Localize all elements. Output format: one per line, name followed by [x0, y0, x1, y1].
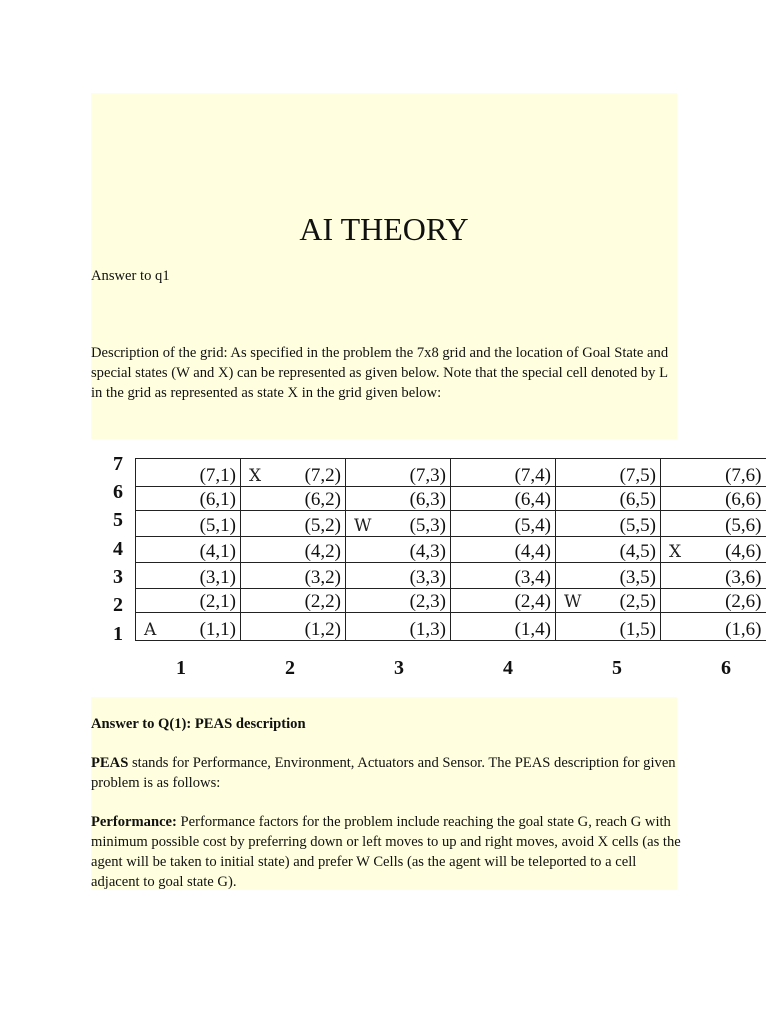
grid-cell — [451, 589, 556, 613]
column-label: 1 — [176, 657, 186, 679]
grid-row — [136, 487, 766, 511]
row-label: 3 — [113, 566, 123, 588]
peas-definition — [91, 753, 681, 793]
cell-coordinate: (7,6) — [725, 465, 762, 486]
cell-coordinate: (1,5) — [619, 619, 656, 640]
performance-paragraph — [91, 812, 681, 892]
cell-coordinate: (2,2) — [304, 591, 341, 612]
grid-cell — [136, 511, 241, 537]
cell-marker: W — [564, 592, 582, 612]
grid-cell — [661, 459, 766, 487]
cell-coordinate: (3,1) — [199, 567, 236, 588]
grid-cell — [556, 537, 661, 563]
cell-coordinate: (4,6) — [725, 541, 762, 562]
grid-cell — [451, 511, 556, 537]
grid-row — [136, 613, 766, 641]
grid-cell — [346, 589, 451, 613]
grid-cell — [556, 613, 661, 641]
page-title: AI THEORY — [299, 211, 469, 247]
cell-coordinate: (2,6) — [725, 591, 762, 612]
column-label: 4 — [503, 657, 513, 679]
grid-cell — [241, 537, 346, 563]
grid-cell — [346, 537, 451, 563]
grid-cell — [136, 589, 241, 613]
grid-cell — [136, 537, 241, 563]
cell-coordinate: (6,1) — [199, 489, 236, 510]
cell-coordinate: (6,5) — [619, 489, 656, 510]
cell-coordinate: (3,6) — [725, 567, 762, 588]
grid-cell — [556, 563, 661, 589]
cell-coordinate: (3,2) — [304, 567, 341, 588]
cell-coordinate: (7,1) — [199, 465, 236, 486]
answer-q1-label: Answer to q1 — [91, 268, 170, 284]
cell-coordinate: (2,3) — [409, 591, 446, 612]
peas-heading: Answer to Q(1): PEAS description — [91, 716, 306, 732]
grid-cell — [661, 613, 766, 641]
grid-table — [135, 458, 766, 641]
grid-row — [136, 563, 766, 589]
grid-description: Description of the grid: As specified in the problem the 7x8 grid and the location of Goal State and special states (W and X) can be represented as given below. Note that the special cell denoted by L in the grid as represented as state X in the grid given below: — [91, 345, 669, 401]
grid-cell — [556, 487, 661, 511]
grid-row — [136, 589, 766, 613]
column-label: 5 — [612, 657, 622, 679]
cell-coordinate: (7,2) — [304, 465, 341, 486]
peas-term: PEAS — [91, 755, 129, 771]
grid-row — [136, 511, 766, 537]
cell-coordinate: (3,3) — [409, 567, 446, 588]
cell-coordinate: (4,1) — [199, 541, 236, 562]
cell-coordinate: (3,5) — [619, 567, 656, 588]
cell-coordinate: (4,3) — [409, 541, 446, 562]
cell-coordinate: (6,2) — [304, 489, 341, 510]
grid-cell — [451, 537, 556, 563]
performance-term: Performance: — [91, 814, 177, 830]
grid-cell — [346, 511, 451, 537]
cell-coordinate: (2,4) — [514, 591, 551, 612]
cell-coordinate: (5,5) — [619, 515, 656, 536]
row-label: 6 — [113, 481, 123, 503]
grid-cell — [241, 487, 346, 511]
column-label: 6 — [721, 657, 731, 679]
row-label: 1 — [113, 623, 123, 645]
row-label: 5 — [113, 509, 123, 531]
cell-coordinate: (1,1) — [199, 619, 236, 640]
grid-row — [136, 537, 766, 563]
cell-marker: X — [249, 466, 262, 486]
row-label: 2 — [113, 594, 123, 616]
grid-cell — [346, 459, 451, 487]
grid-cell — [556, 589, 661, 613]
grid-cell — [661, 537, 766, 563]
cell-coordinate: (7,3) — [409, 465, 446, 486]
column-label: 2 — [285, 657, 295, 679]
cell-coordinate: (4,2) — [304, 541, 341, 562]
grid-cell — [241, 459, 346, 487]
grid-cell — [136, 613, 241, 641]
cell-coordinate: (2,5) — [619, 591, 656, 612]
row-label: 4 — [113, 538, 123, 560]
cell-coordinate: (5,2) — [304, 515, 341, 536]
cell-coordinate: (5,3) — [409, 515, 446, 536]
grid-cell — [346, 563, 451, 589]
cell-coordinate: (5,1) — [199, 515, 236, 536]
grid-cell — [346, 613, 451, 641]
cell-coordinate: (5,6) — [725, 515, 762, 536]
grid-cell — [136, 487, 241, 511]
cell-marker: X — [669, 542, 682, 562]
cell-coordinate: (1,6) — [725, 619, 762, 640]
grid-cell — [556, 459, 661, 487]
cell-coordinate: (5,4) — [514, 515, 551, 536]
grid-row — [136, 459, 766, 487]
grid-cell — [661, 511, 766, 537]
grid-cell — [136, 563, 241, 589]
cell-coordinate: (6,3) — [409, 489, 446, 510]
cell-coordinate: (6,6) — [725, 489, 762, 510]
cell-coordinate: (7,5) — [619, 465, 656, 486]
column-label: 3 — [394, 657, 404, 679]
grid-cell — [661, 487, 766, 511]
cell-coordinate: (1,4) — [514, 619, 551, 640]
cell-marker: W — [354, 516, 372, 536]
cell-coordinate: (2,1) — [199, 591, 236, 612]
cell-coordinate: (1,2) — [304, 619, 341, 640]
grid-cell — [451, 459, 556, 487]
performance-text: Performance factors for the problem include reaching the goal state G, reach G with minimum possible cost by preferring down or left moves to up and right moves, avoid X cells (as the agent will be taken to initial state) and prefer W Cells (as the agent will be teleported to a cell adjacent to goal state G). — [91, 814, 681, 890]
cell-marker: A — [144, 620, 157, 640]
cell-coordinate: (7,4) — [514, 465, 551, 486]
grid-cell — [241, 563, 346, 589]
grid-cell — [451, 613, 556, 641]
grid-cell — [556, 511, 661, 537]
cell-coordinate: (3,4) — [514, 567, 551, 588]
peas-definition-text: stands for Performance, Environment, Actuators and Sensor. The PEAS description for given problem is as follows: — [91, 755, 676, 791]
grid-cell — [661, 589, 766, 613]
cell-coordinate: (1,3) — [409, 619, 446, 640]
cell-coordinate: (4,5) — [619, 541, 656, 562]
grid-cell — [661, 563, 766, 589]
grid-cell — [451, 563, 556, 589]
grid-figure — [100, 452, 768, 682]
grid-cell — [241, 613, 346, 641]
grid-cell — [136, 459, 241, 487]
cell-coordinate: (4,4) — [514, 541, 551, 562]
grid-cell — [451, 487, 556, 511]
grid-cell — [241, 589, 346, 613]
grid-cell — [241, 511, 346, 537]
row-label: 7 — [113, 453, 123, 475]
grid-cell — [346, 487, 451, 511]
cell-coordinate: (6,4) — [514, 489, 551, 510]
